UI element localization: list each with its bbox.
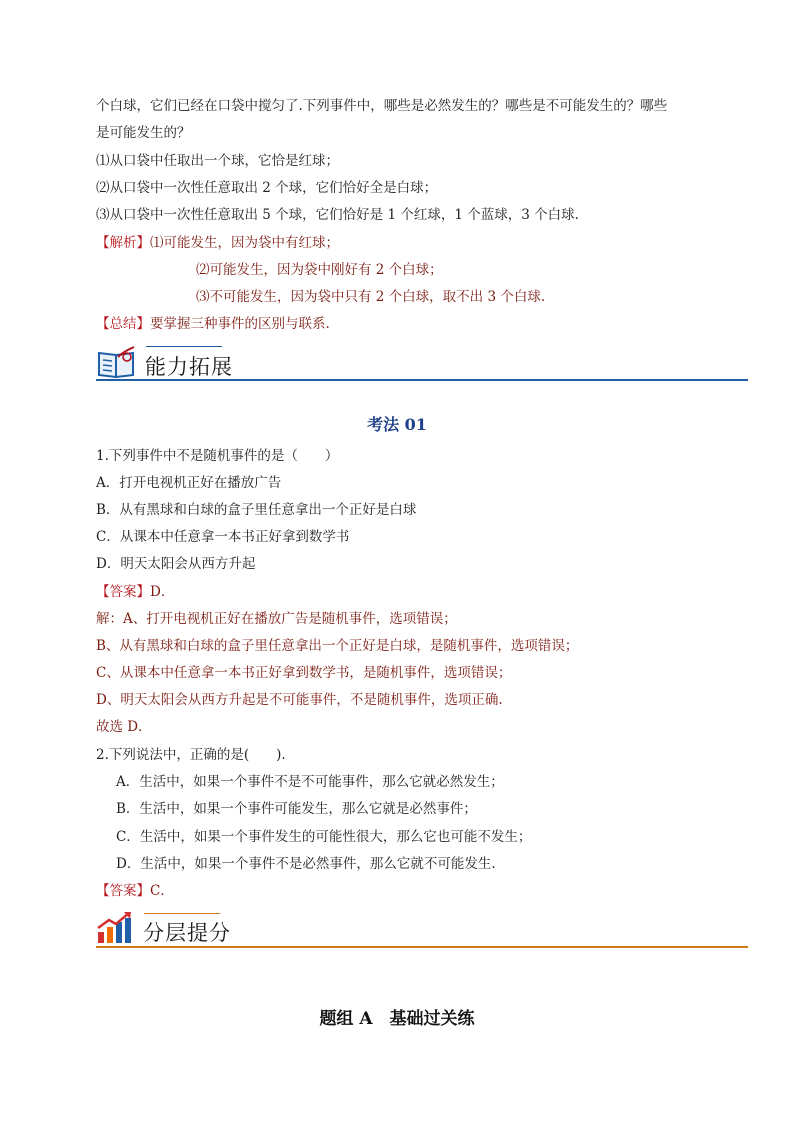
section2-rule: [96, 946, 748, 948]
intro-item-3: ⑶从口袋中一次性任意取出 5 个球，它们恰好是 1 个红球，1 个蓝球，3 个白球.: [96, 207, 579, 223]
q1-solution-2: B、从有黑球和白球的盒子里任意拿出一个正好是白球，是随机事件，选项错误；: [96, 638, 579, 654]
section2-title: 分层提分: [143, 921, 231, 945]
q1-solution-1: 解：A、打开电视机正好在播放广告是随机事件，选项错误；: [96, 611, 457, 627]
q1-solution-3: C、从课本中任意拿一本书正好拿到数学书，是随机事件，选项错误；: [96, 665, 512, 681]
analysis-line-2: ⑵可能发生，因为袋中刚好有 2 个白球；: [196, 262, 443, 278]
q2-option-a: A．生活中，如果一个事件不是不可能事件，那么它就必然发生；: [116, 774, 504, 790]
q1-solution-4: D、明天太阳会从西方升起是不可能事件，不是随机事件，选项正确.: [96, 692, 503, 708]
q2-option-d: D．生活中，如果一个事件不是必然事件，那么它就不可能发生.: [116, 856, 496, 872]
summary-tag: 【总结】: [96, 316, 150, 332]
q1-option-c: C．从课本中任意拿一本书正好拿到数学书: [96, 529, 350, 545]
q2-option-b: B．生活中，如果一个事件可能发生，那么它就是必然事件；: [116, 801, 477, 817]
q1-conclusion: 故选 D．: [96, 719, 152, 735]
section1-title: 能力拓展: [145, 355, 233, 379]
section1-small-rule: [146, 346, 222, 347]
analysis-line-1: [96, 234, 339, 252]
summary-text: 要掌握三种事件的区别与联系.: [150, 316, 330, 332]
q1-option-b: B．从有黑球和白球的盒子里任意拿出一个正好是白球: [96, 502, 417, 518]
q1-answer-tag: 【答案】: [96, 584, 150, 600]
q1-answer: D．: [150, 584, 175, 600]
bar-chart-icon: [96, 910, 134, 944]
open-book-icon: [96, 343, 138, 379]
analysis-line-3: ⑶不可能发生，因为袋中只有 2 个白球，取不出 3 个白球.: [196, 289, 546, 305]
section2-small-rule: [144, 913, 220, 914]
intro-line-1: 个白球，它们已经在口袋中搅匀了.下列事件中，哪些是必然发生的？哪些是不可能发生的？哪些: [96, 98, 668, 114]
intro-item-1: ⑴从口袋中任取出一个球，它恰是红球；: [96, 153, 339, 169]
group-title: 题组 A 基础过关练: [319, 1009, 475, 1029]
analysis-text-1: ⑴可能发生，因为袋中有红球；: [150, 235, 339, 251]
q2-answer: C．: [150, 883, 174, 899]
q1-option-d: D．明天太阳会从西方升起: [96, 556, 256, 572]
summary-line: [96, 315, 330, 333]
q1-stem: 1.下列事件中不是随机事件的是（ ）: [96, 448, 339, 464]
kaofa-title: 考法 01: [367, 415, 427, 434]
q1-option-a: A．打开电视机正好在播放广告: [96, 475, 282, 491]
intro-line-2: 是可能发生的？: [96, 125, 191, 141]
q2-answer-tag: 【答案】: [96, 883, 150, 899]
q2-option-c: C．生活中，如果一个事件发生的可能性很大，那么它也可能不发生；: [116, 829, 532, 845]
intro-item-2: ⑵从口袋中一次性任意取出 2 个球，它们恰好全是白球；: [96, 180, 438, 196]
q1-answer-line: [96, 583, 174, 601]
section1-rule: [96, 379, 748, 381]
analysis-tag: 【解析】: [96, 235, 150, 251]
q2-stem: 2.下列说法中，正确的是( ).: [96, 747, 286, 763]
q2-answer-line: [96, 882, 174, 900]
